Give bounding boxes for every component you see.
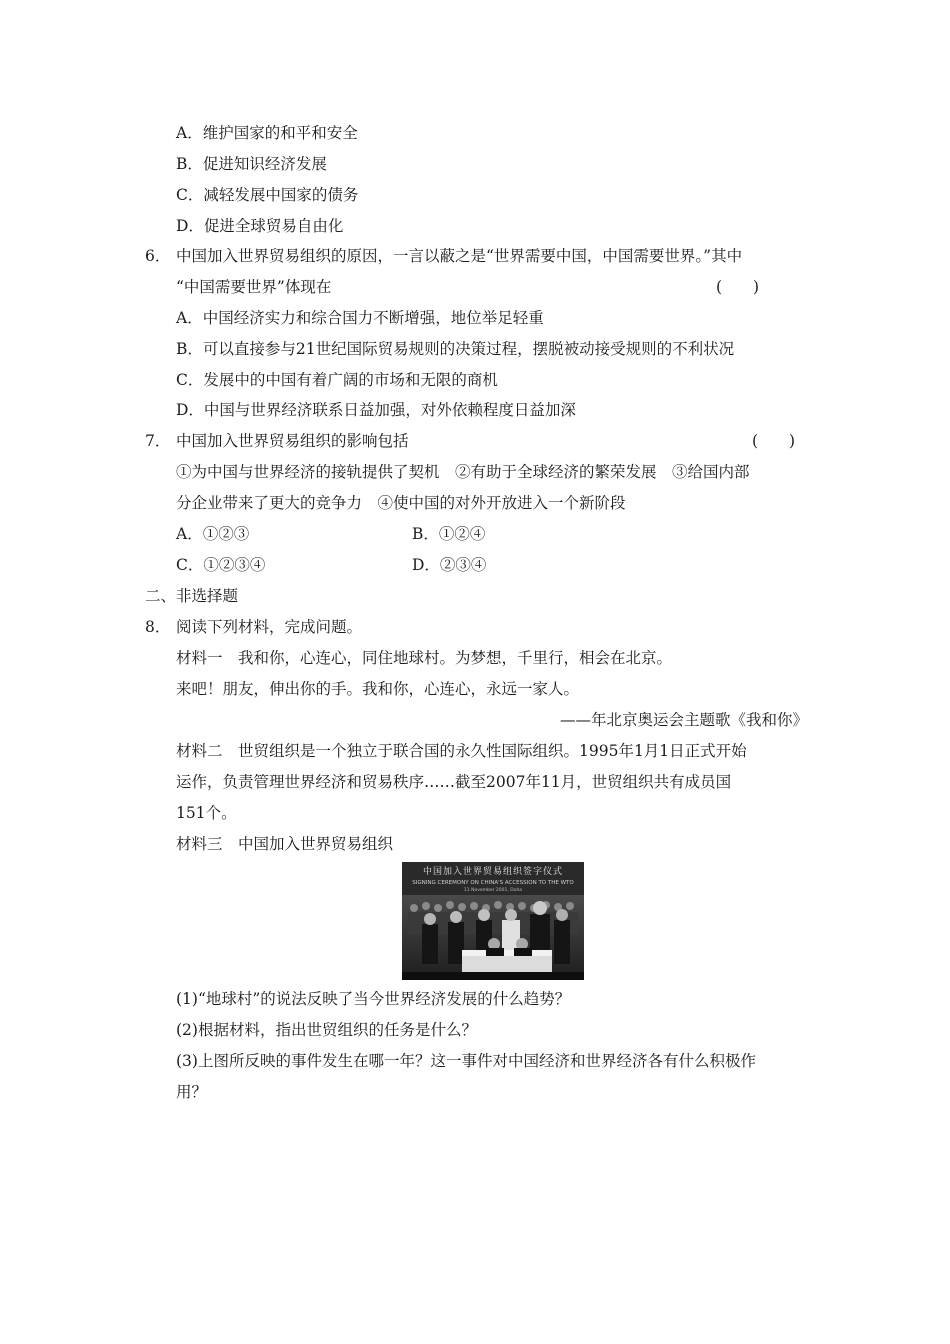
q5-option-b: B．促进知识经济发展 xyxy=(176,155,327,173)
q6-option-b: B．可以直接参与21世纪国际贸易规则的决策过程，摆脱被动接受规则的不利状况 xyxy=(176,340,735,358)
q6-stem-line1: 中国加入世界贸易组织的原因，一言以蔽之是“世界需要中国，中国需要世界。”其中 xyxy=(176,247,743,265)
wto-signing-photo xyxy=(402,862,584,980)
q7-option-b: B．①②④ xyxy=(412,525,486,543)
sub-question-3-line1: (3)上图所反映的事件发生在哪一年？这一事件对中国经济和世界经济各有什么积极作 xyxy=(176,1052,756,1070)
material2-line1: 材料二 世贸组织是一个独立于联合国的永久性国际组织。1995年1月1日正式开始 xyxy=(176,742,747,760)
q7-items-line2: 分企业带来了更大的竞争力 ④使中国的对外开放进入一个新阶段 xyxy=(176,494,626,512)
q7-number: 7． xyxy=(145,432,171,450)
q8-stem: 阅读下列材料，完成问题。 xyxy=(176,618,363,636)
q7-answer-paren: ( ) xyxy=(752,432,796,450)
sub-question-3-line2: 用？ xyxy=(176,1083,208,1101)
material2-line3: 151个。 xyxy=(176,804,237,822)
q5-option-c: C．减轻发展中国家的债务 xyxy=(176,186,359,204)
q5-option-a: A．维护国家的和平和安全 xyxy=(176,124,358,142)
section-title: 二、非选择题 xyxy=(145,587,239,605)
photo-caption-cn: 中国加入世界贸易组织签字仪式 xyxy=(422,867,563,877)
q7-option-c: C．①②③④ xyxy=(176,556,266,574)
q6-option-c: C．发展中的中国有着广阔的市场和无限的商机 xyxy=(176,371,498,389)
q7-items-line1: ①为中国与世界经济的接轨提供了契机 ②有助于全球经济的繁荣发展 ③给国内部 xyxy=(176,463,750,481)
material3-title: 材料三 中国加入世界贸易组织 xyxy=(176,835,394,853)
q5-option-d: D．促进全球贸易自由化 xyxy=(176,217,344,235)
photo-scene xyxy=(402,862,584,980)
q6-number: 6． xyxy=(145,247,171,265)
sub-question-1: (1)“地球村”的说法反映了当今世界经济发展的什么趋势？ xyxy=(176,990,571,1008)
q8-number: 8． xyxy=(145,618,171,636)
material2-line2: 运作，负责管理世界经济和贸易秩序……截至2007年11月，世贸组织共有成员国 xyxy=(176,773,732,791)
photo-caption-en: SIGNING CEREMONY ON CHINA'S ACCESSION TO THE WTO xyxy=(412,880,574,886)
q6-stem-line2: “中国需要世界”体现在 xyxy=(176,278,332,296)
sub-question-2: (2)根据材料，指出世贸组织的任务是什么？ xyxy=(176,1021,477,1039)
q7-option-a: A．①②③ xyxy=(176,525,250,543)
q7-stem: 中国加入世界贸易组织的影响包括 xyxy=(176,432,409,450)
q6-option-a: A．中国经济实力和综合国力不断增强，地位举足轻重 xyxy=(176,309,544,327)
q7-option-d: D．②③④ xyxy=(412,556,487,574)
material1-line2: 来吧！朋友，伸出你的手。我和你，心连心，永远一家人。 xyxy=(176,680,580,698)
q6-answer-paren: ( ) xyxy=(716,278,760,296)
q6-option-d: D．中国与世界经济联系日益加强，对外依赖程度日益加深 xyxy=(176,401,576,419)
material1-source: ——年北京奥运会主题歌《我和你》 xyxy=(559,711,808,729)
photo-caption-date: 11 November 2001, Doha xyxy=(463,888,523,893)
material1-line1: 材料一 我和你，心连心，同住地球村。为梦想，千里行，相会在北京。 xyxy=(176,649,673,667)
